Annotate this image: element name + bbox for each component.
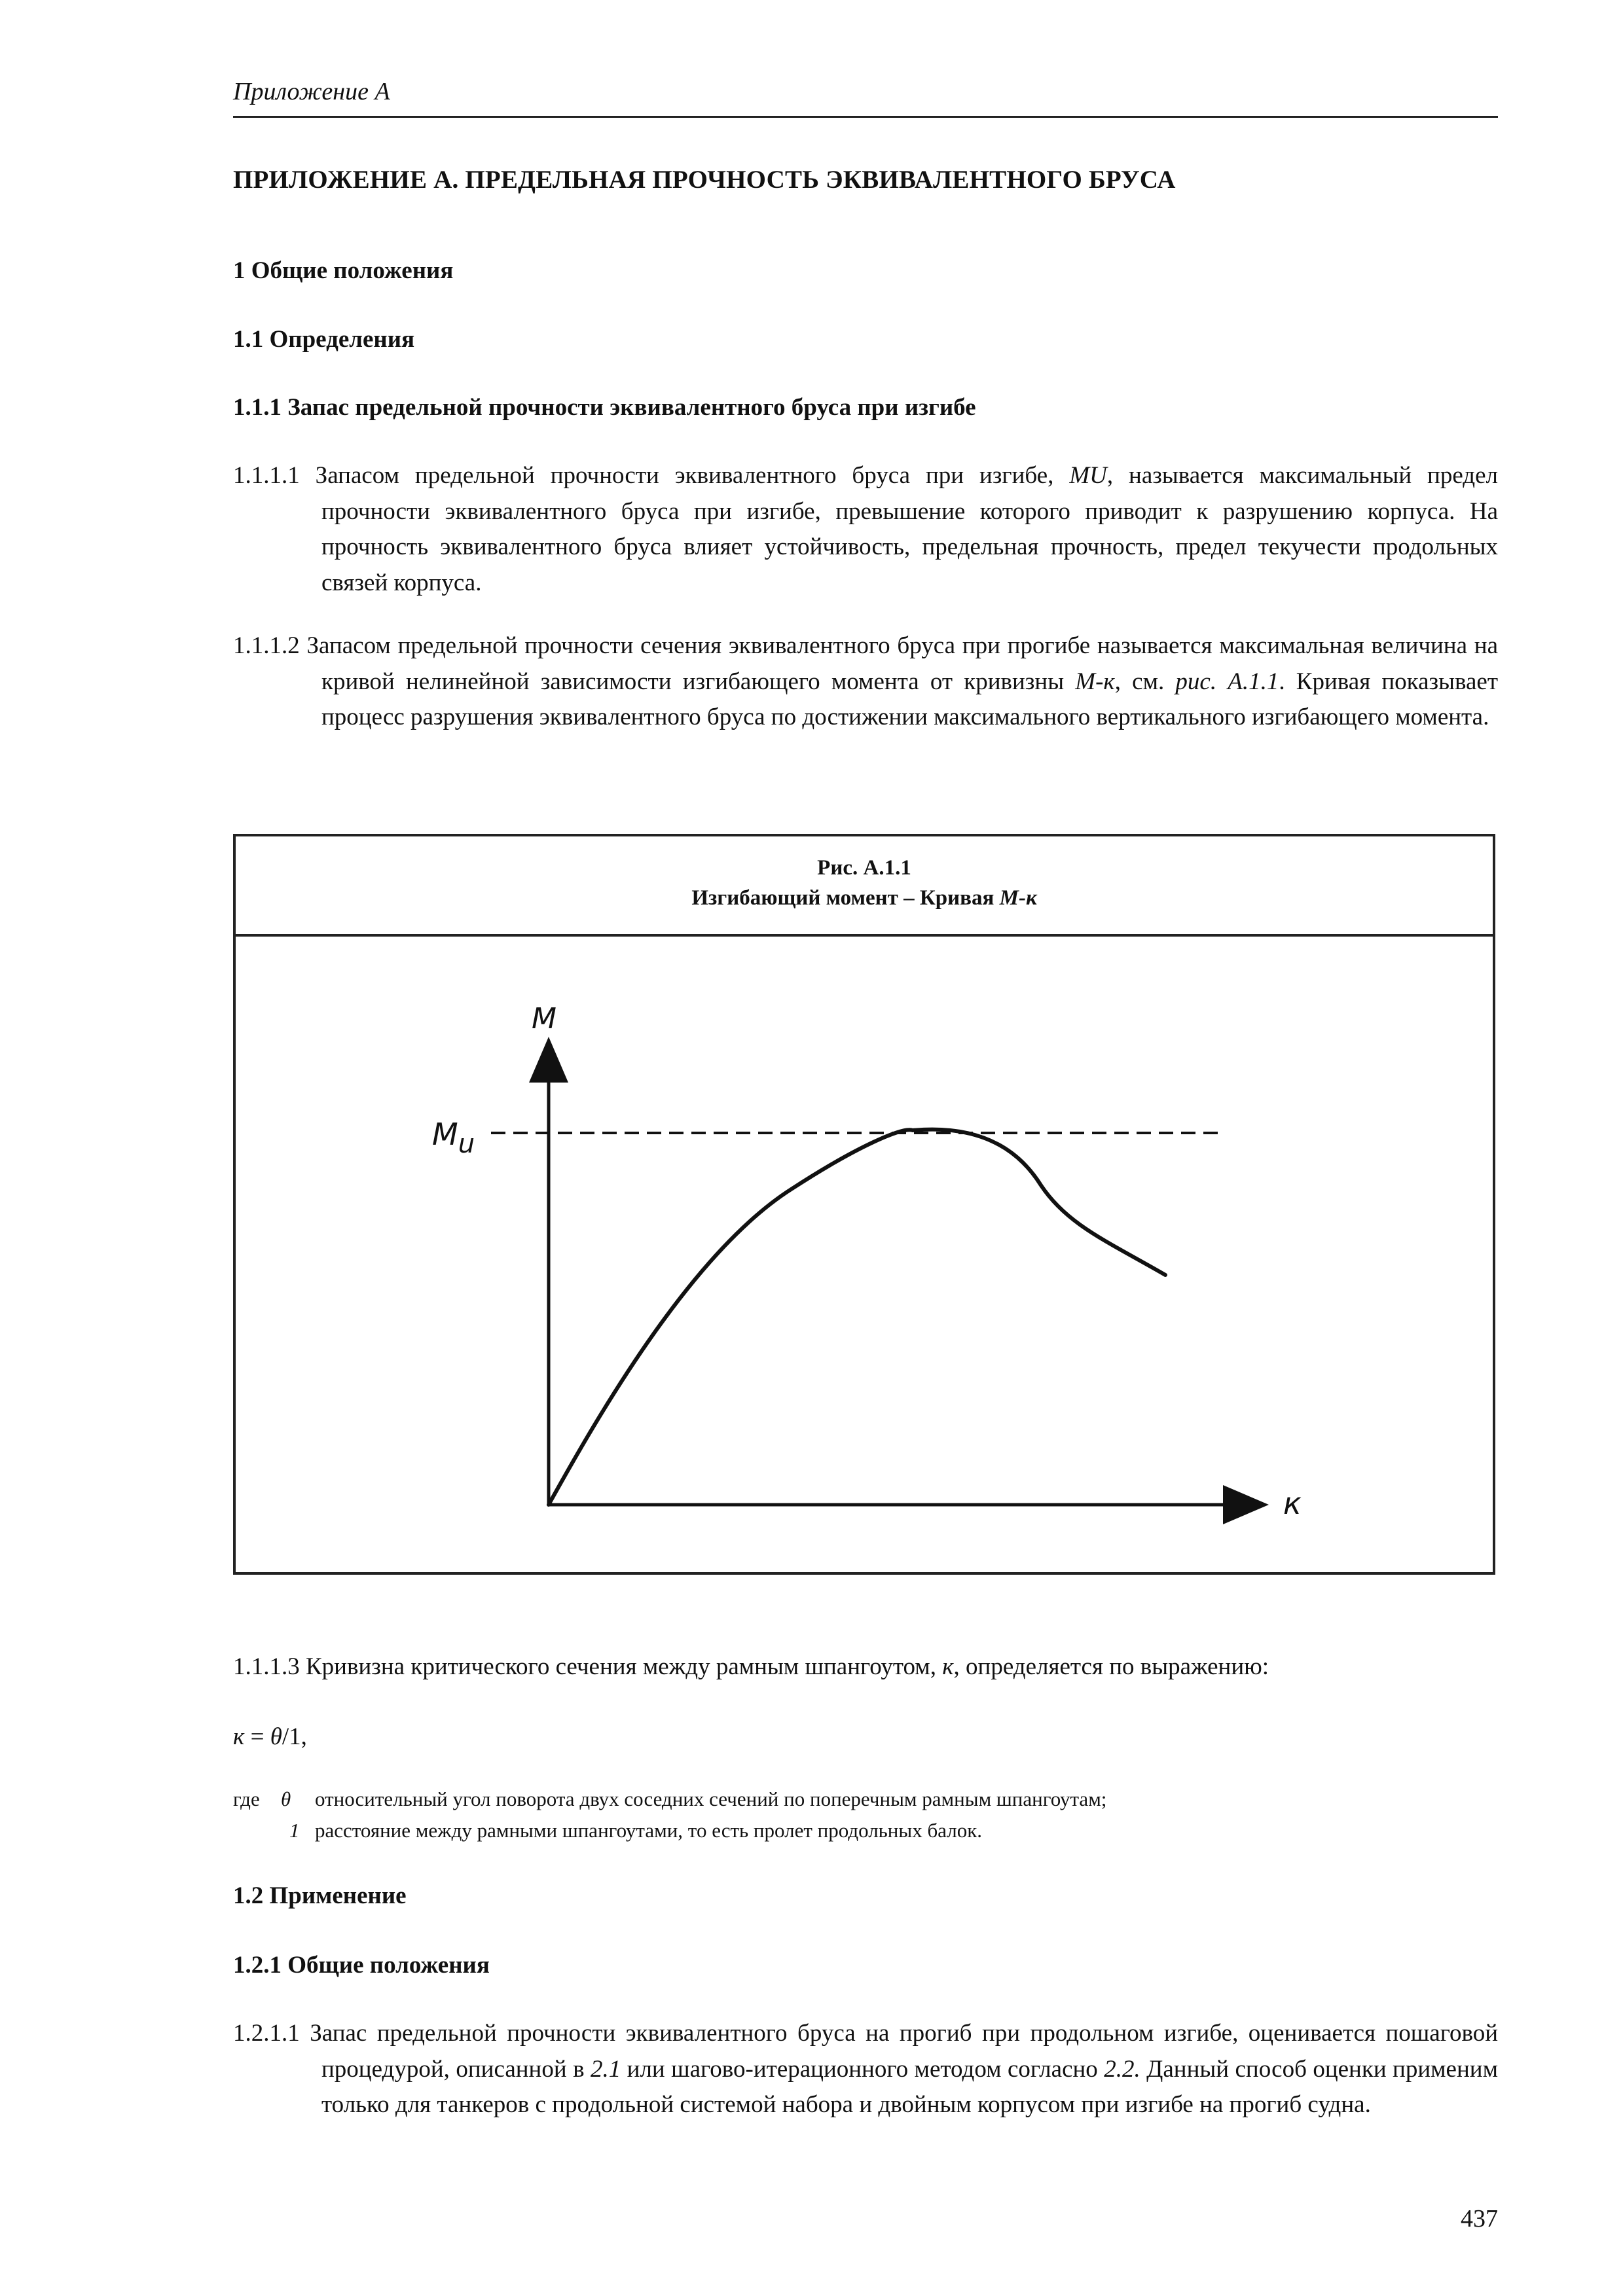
formula-eq: =	[244, 1723, 270, 1750]
formula-curvature	[233, 1723, 307, 1751]
formula-rest: /1,	[282, 1723, 307, 1750]
text-run: Данный способ оценки применим только для танкеров с продольной системой набора и двойным корпусом при изгибе на прогиб судна.	[321, 2055, 1498, 2118]
figure-caption-text: Изгибающий момент – Кривая	[691, 886, 1000, 910]
italic-term: рис. А.1.1	[1175, 668, 1279, 695]
paragraph-1-1-1-3	[233, 1649, 1498, 1685]
header-rule	[233, 116, 1498, 118]
mu-label-main: M	[432, 1117, 458, 1152]
where-symbol-theta: θ	[281, 1787, 291, 1810]
moment-curvature-plot	[236, 937, 1493, 1572]
italic-term: MU	[1069, 462, 1107, 489]
where-symbol-l: 1	[289, 1819, 300, 1842]
figure-box	[233, 834, 1495, 1575]
running-head: Приложение А	[233, 78, 390, 105]
formula-theta: θ	[270, 1723, 282, 1750]
text-run: , см.	[1114, 668, 1176, 695]
section-heading-1-2: 1.2 Применение	[233, 1882, 407, 1909]
text-run: , определяется по выражению:	[953, 1653, 1269, 1680]
where-text-theta: относительный угол поворота двух соседних сечений по поперечным рамным шпангоутам;	[315, 1787, 1107, 1810]
text-run: , называется максимальный предел прочности эквивалентного бруса при изгибе, превышение которого приводит к разрушению корпуса. На прочность эквивалентного бруса влияет устойчивость, предельная прочность, предел текучести продольных связей корпуса.	[321, 462, 1498, 596]
italic-term: 2.2.	[1104, 2055, 1140, 2083]
paragraph-1-1-1-1	[233, 458, 1498, 601]
page-number: 437	[1461, 2205, 1498, 2233]
where-label: где	[233, 1787, 260, 1810]
section-heading-1-1-1: 1.1.1 Запас предельной прочности эквивалентного бруса при изгибе	[233, 394, 976, 421]
italic-term: к	[942, 1653, 954, 1680]
formula-lhs: к	[233, 1723, 245, 1750]
figure-caption-italic: М-к	[999, 886, 1037, 910]
text-run: 1.1.1.3 Кривизна критического сечения между рамным шпангоутом,	[233, 1653, 943, 1680]
appendix-title: ПРИЛОЖЕНИЕ А. ПРЕДЕЛЬНАЯ ПРОЧНОСТЬ ЭКВИВАЛЕНТНОГО БРУСА	[233, 166, 1176, 194]
section-heading-1: 1 Общие положения	[233, 257, 454, 284]
y-axis-label: M	[532, 1002, 556, 1035]
where-text-l: расстояние между рамными шпангоутами, то есть пролет продольных балок.	[315, 1819, 983, 1842]
text-run: 1.1.1.2 Запасом предельной прочности сечения эквивалентного бруса при прогибе называется максимальная величина на кривой нелинейной зависимости изгибающего момента от кривизны	[233, 632, 1498, 695]
text-run: или шагово-итерационного методом согласно	[621, 2055, 1104, 2083]
section-heading-1-2-1: 1.2.1 Общие положения	[233, 1952, 490, 1979]
figure-number: Рис. А.1.1	[817, 856, 911, 880]
text-run: . Кривая показывает процесс разрушения эквивалентного бруса по достижении максимального вертикального изгибающего момента.	[321, 668, 1498, 730]
section-heading-1-1: 1.1 Определения	[233, 326, 415, 353]
mu-label-sub: u	[458, 1129, 475, 1159]
text-run: 1.2.1.1 Запас предельной прочности эквивалентного бруса на прогиб при продольном изгибе, оценивается пошаговой процедурой, описанной в	[233, 2020, 1498, 2083]
moment-curvature-curve	[549, 1130, 1165, 1505]
x-axis-label: к	[1283, 1486, 1302, 1521]
text-run: 1.1.1.1 Запасом предельной прочности эквивалентного бруса при изгибе,	[233, 462, 1070, 489]
italic-term: 2.1	[590, 2055, 621, 2083]
figure-caption	[236, 886, 1493, 910]
figure-header	[236, 836, 1493, 937]
where-item-theta	[233, 1787, 1477, 1814]
italic-term: М-к	[1075, 668, 1115, 695]
where-item-l	[233, 1819, 1477, 1845]
paragraph-1-1-1-2	[233, 628, 1498, 736]
mu-label	[432, 1117, 475, 1159]
paragraph-1-2-1-1	[233, 2016, 1498, 2123]
